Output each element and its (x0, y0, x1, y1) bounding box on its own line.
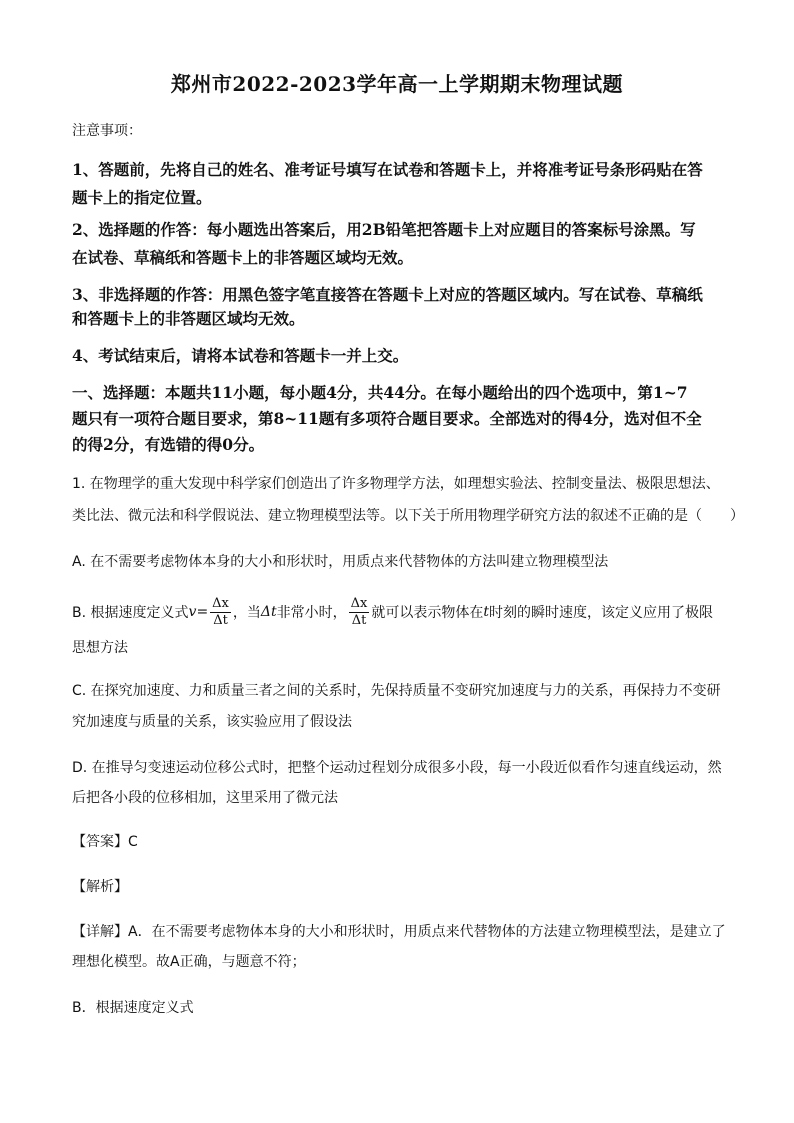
fraction-denominator-2: Δt (351, 612, 367, 628)
fraction-denominator: Δt (213, 612, 228, 628)
delta-t-symbol: Δt (260, 604, 277, 620)
notice-heading: 注意事项： (72, 123, 142, 139)
option-b-text-2: 非常小时， (276, 605, 347, 621)
fraction-numerator: Δx (212, 595, 229, 611)
page-title: 郑州市2022-2023学年高一上学期期末物理试题 (170, 72, 624, 96)
section-1-line-3: 的得2分，有选错的得0分。 (72, 435, 265, 454)
notice-item-4: 4、考试结束后，请将本试卷和答题卡一并上交。 (72, 346, 409, 365)
detail-line-3: B．根据速度定义式 (72, 1000, 194, 1016)
equals-sign: = (196, 604, 209, 620)
option-d-line-2: 后把各小段的位移相加，这里采用了微元法 (72, 790, 338, 806)
detail-line-1: 【详解】A．在不需要考虑物体本身的大小和形状时，用质点来代替物体的方法建立物理模型法，是建立了 (72, 924, 726, 940)
option-a: A. 在不需要考虑物体本身的大小和形状时，用质点来代替物体的方法叫建立物理模型法 (72, 554, 609, 570)
option-b-prefix: B. 根据速度定义式 (72, 605, 189, 621)
option-c-line-2: 究加速度与质量的关系，该实验应用了假设法 (72, 714, 352, 730)
option-b-text-3: 就可以表示物体在 (371, 605, 484, 621)
section-1-line-1: 一、选择题：本题共11小题，每小题4分，共44分。在每小题给出的四个选项中，第1~7 (72, 383, 688, 402)
t-symbol: t (483, 604, 490, 620)
option-b-text-1: ，当 (232, 605, 261, 621)
velocity-symbol: v (188, 604, 197, 620)
question-1-stem-line-2: 类比法、微元法和科学假说法、建立物理模型法等。以下关于所用物理学研究方法的叙述不正确的是（ ） (72, 508, 744, 524)
delta-x-over-delta-t-fraction-2 (349, 596, 370, 629)
option-b-line-2: 思想方法 (72, 640, 128, 656)
notice-item-2-line-2: 在试卷、草稿纸和答题卡上的非答题区域均无效。 (72, 248, 414, 267)
notice-item-1-line-1: 1、答题前，先将自己的姓名、准考证号填写在试卷和答题卡上，并将准考证号条形码贴在答 (72, 160, 703, 179)
section-1-line-2: 题只有一项符合题目要求，第8~11题有多项符合题目要求。全部选对的得4分，选对但不全 (72, 409, 702, 428)
answer-label: 【答案】C (72, 834, 138, 850)
detail-line-2: 理想化模型。故A正确，与题意不符； (72, 954, 306, 970)
option-b-text-4: 时刻的瞬时速度，该定义应用了极限 (489, 605, 714, 621)
question-1-stem-line-1: 1. 在物理学的重大发现中科学家们创造出了许多物理学方法，如理想实验法、控制变量法、极限思想法、 (72, 476, 720, 492)
notice-item-3-line-1: 3、非选择题的作答：用黑色签字笔直接答在答题卡上对应的答题区域内。写在试卷、草稿纸 (72, 285, 703, 304)
option-d-line-1: D. 在推导匀变速运动位移公式时，把整个运动过程划分成很多小段，每一小段近似看作匀速直线运动，然 (72, 760, 722, 776)
delta-x-over-delta-t-fraction (210, 596, 231, 629)
notice-item-2-line-1: 2、选择题的作答：每小题选出答案后，用2B铅笔把答题卡上对应题目的答案标号涂黑。写 (72, 220, 696, 239)
notice-item-1-line-2: 题卡上的指定位置。 (72, 188, 212, 207)
option-b-line-1 (72, 592, 713, 632)
option-c-line-1: C. 在探究加速度、力和质量三者之间的关系时，先保持质量不变研究加速度与力的关系，再保持力不变研 (72, 683, 721, 699)
analysis-label: 【解析】 (72, 879, 128, 895)
notice-item-3-line-2: 和答题卡上的非答题区域均无效。 (72, 309, 305, 328)
fraction-numerator-2: Δx (350, 595, 368, 611)
